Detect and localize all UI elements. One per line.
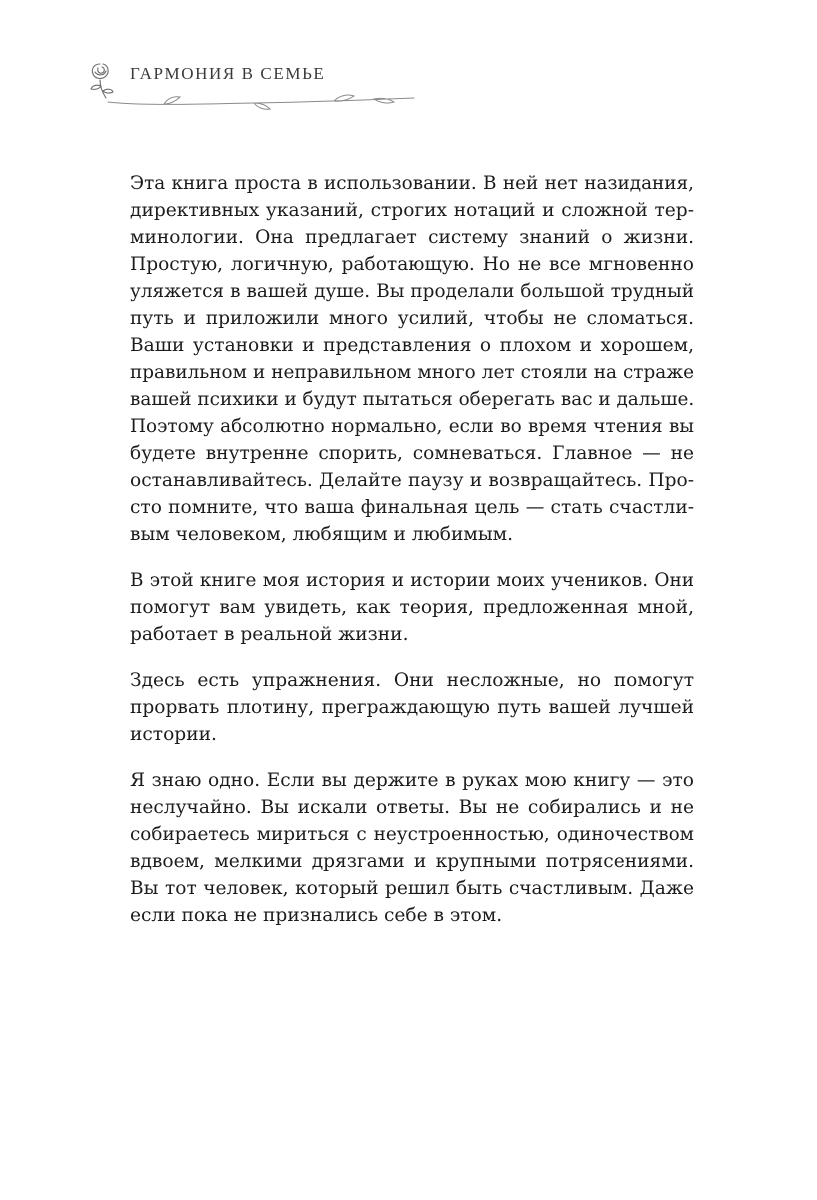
text-line: Эта книга проста в использовании. В ней нет назидания, bbox=[130, 173, 694, 194]
text-line: уляжется в вашей душе. Вы проделали большой трудный bbox=[130, 281, 694, 302]
text-line: помогут вам увидеть, как теория, предложенная мной, bbox=[130, 597, 694, 618]
text-line: Поэтому абсолютно нормально, если во время чтения вы bbox=[130, 416, 694, 437]
text-line: вдвоем, мелкими дрязгами и крупными потрясениями. bbox=[130, 851, 694, 872]
text-line: вашей психики и будут пытаться оберегать вас и дальше. bbox=[130, 389, 695, 410]
text-line: вым человеком, любящим и любимым. bbox=[130, 524, 514, 545]
book-title: ГАРМОНИЯ В СЕМЬЕ bbox=[130, 64, 326, 83]
text-line: работает в реальной жизни. bbox=[130, 624, 409, 645]
body-text bbox=[130, 170, 694, 948]
paragraph-2 bbox=[130, 567, 694, 648]
text-line: Простую, логичную, работающую. Но не все мгновенно bbox=[130, 254, 694, 275]
text-line: Ваши установки и представления о плохом и хорошем, bbox=[130, 335, 694, 356]
text-line: прорвать плотину, преграждающую путь вашей лучшей bbox=[130, 697, 694, 718]
text-line: минологии. Она предлагает систему знаний о жизни. bbox=[130, 227, 694, 248]
text-line: правильном и неправильном много лет стояли на страже bbox=[130, 362, 694, 383]
text-line: если пока не признались себе в этом. bbox=[130, 905, 503, 926]
text-line: сто помните, что ваша финальная цель — стать счастли- bbox=[130, 497, 694, 518]
paragraph-1 bbox=[130, 170, 694, 548]
text-line: останавливайтесь. Делайте паузу и возвращайтесь. Про- bbox=[130, 470, 694, 491]
text-line: Вы тот человек, который решил быть счастливым. Даже bbox=[130, 878, 694, 899]
text-line: Здесь есть упражнения. Они несложные, но помогут bbox=[130, 670, 694, 691]
paragraph-4 bbox=[130, 767, 694, 929]
running-head bbox=[86, 56, 426, 116]
text-line: путь и приложили много усилий, чтобы не сломаться. bbox=[130, 308, 694, 329]
text-line: Я знаю одно. Если вы держите в руках мою книгу — это bbox=[130, 770, 694, 791]
text-line: неслучайно. Вы искали ответы. Вы не собирались и не bbox=[130, 797, 694, 818]
paragraph-3 bbox=[130, 667, 694, 748]
text-line: истории. bbox=[130, 724, 217, 745]
text-line: будете внутренне спорить, сомневаться. Главное — не bbox=[130, 443, 694, 464]
vine-ornament bbox=[104, 82, 416, 112]
text-line: В этой книге моя история и истории моих учеников. Они bbox=[130, 570, 694, 591]
text-line: собираетесь мириться с неустроенностью, одиночеством bbox=[130, 824, 694, 845]
text-line: директивных указаний, строгих нотаций и сложной тер- bbox=[130, 200, 694, 221]
